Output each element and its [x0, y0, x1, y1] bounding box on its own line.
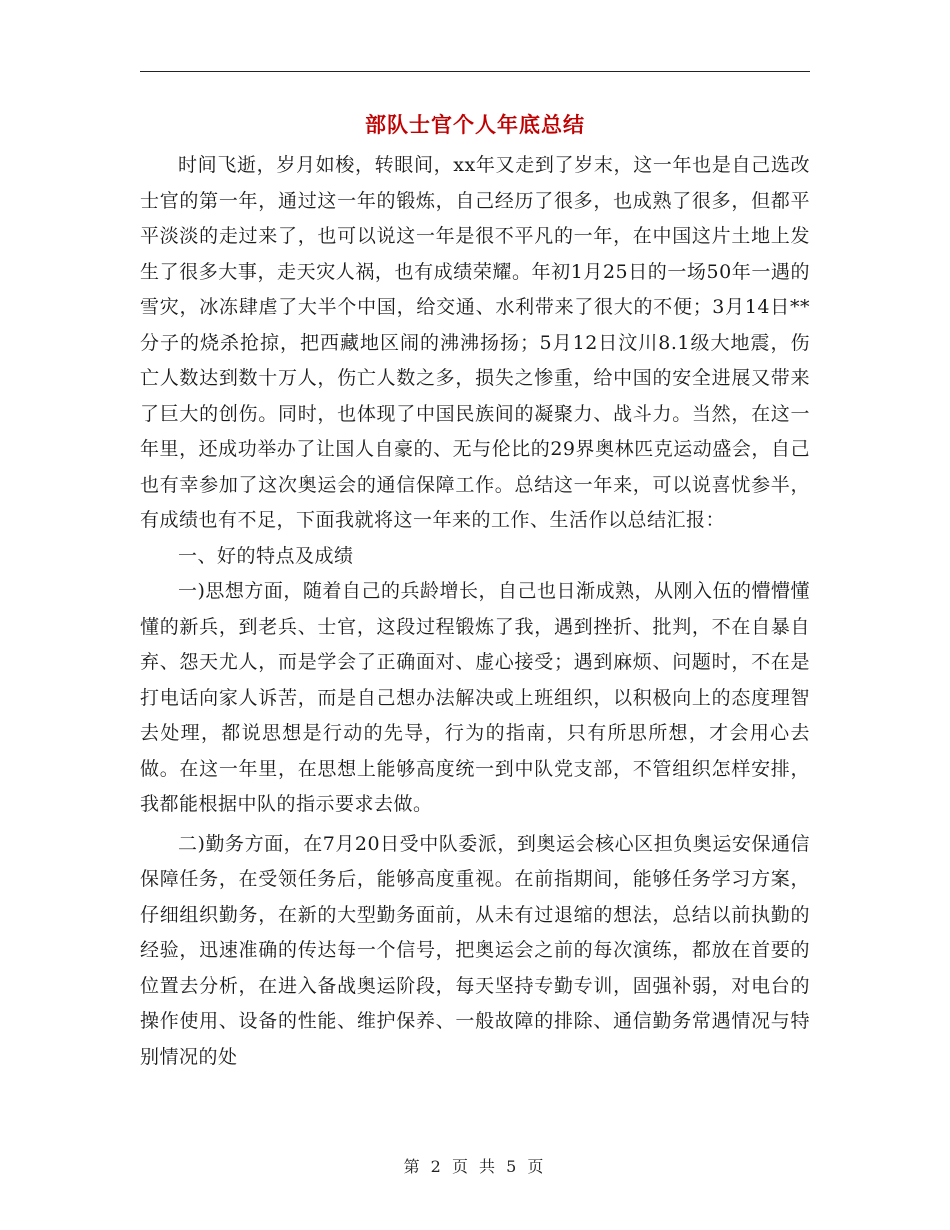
- paragraph-duty: 二)勤务方面，在7月20日受中队委派，到奥运会核心区担负奥运安保通信保障任务，在受领任务后，能够高度重视。在前指期间，能够任务学习方案，仔细组织勤务，在新的大型勤务面前，从未有过退缩的想法，总结以前执勤的经验，迅速准确的传达每一个信号，把奥运会之前的每次演练，都放在首要的位置去分析，在进入备战奥运阶段，每天坚持专勤专训，固强补弱，对电台的操作使用、设备的性能、维护保养、一般故障的排除、通信勤务常遇情况与特别情况的处: [140, 832, 810, 1068]
- document-body: [140, 148, 810, 1075]
- header-rule: [140, 71, 810, 72]
- section-heading: 一、好的特点及成绩: [178, 544, 354, 567]
- paragraph-intro: 时间飞逝，岁月如梭，转眼间，xx年又走到了岁末，这一年也是自己选改士官的第一年，通过这一年的锻炼，自己经历了很多，也成熟了很多，但都平平淡淡的走过来了，也可以说这一年是很不平凡的一年，在中国这片土地上发生了很多大事，走天灾人祸，也有成绩荣耀。年初1月25日的一场50年一遇的雪灾，冰冻肆虐了大半个中国，给交通、水利带来了很大的不便；3月14日**分子的烧杀抢掠，把西藏地区闹的沸沸扬扬；5月12日汶川8.1级大地震，伤亡人数达到数十万人，伤亡人数之多，损失之惨重，给中国的安全进展又带来了巨大的创伤。同时，也体现了中国民族间的凝聚力、战斗力。当然，在这一年里，还成功举办了让国人自豪的、无与伦比的29界奥林匹克运动盛会，自己也有幸参加了这次奥运会的通信保障工作。总结这一年来，可以说喜忧参半，有成绩也有不足，下面我就将这一年来的工作、生活作以总结汇报：: [140, 154, 810, 531]
- page-footer: 第 2 页 共 5 页: [403, 1157, 547, 1176]
- document-title: 部队士官个人年底总结: [365, 113, 585, 137]
- paragraph-thought: 一)思想方面，随着自己的兵龄增长，自己也日渐成熟，从刚入伍的懵懵懂懂的新兵，到老兵、士官，这段过程锻炼了我，遇到挫折、批判，不在自暴自弃、怨天尤人，而是学会了正确面对、虚心接受；遇到麻烦、问题时，不在是打电话向家人诉苦，而是自己想办法解决或上班组织，以积极向上的态度理智去处理，都说思想是行动的先导，行为的指南，只有所思所想，才会用心去做。在这一年里，在思想上能够高度统一到中队党支部，不管组织怎样安排，我都能根据中队的指示要求去做。: [140, 580, 810, 815]
